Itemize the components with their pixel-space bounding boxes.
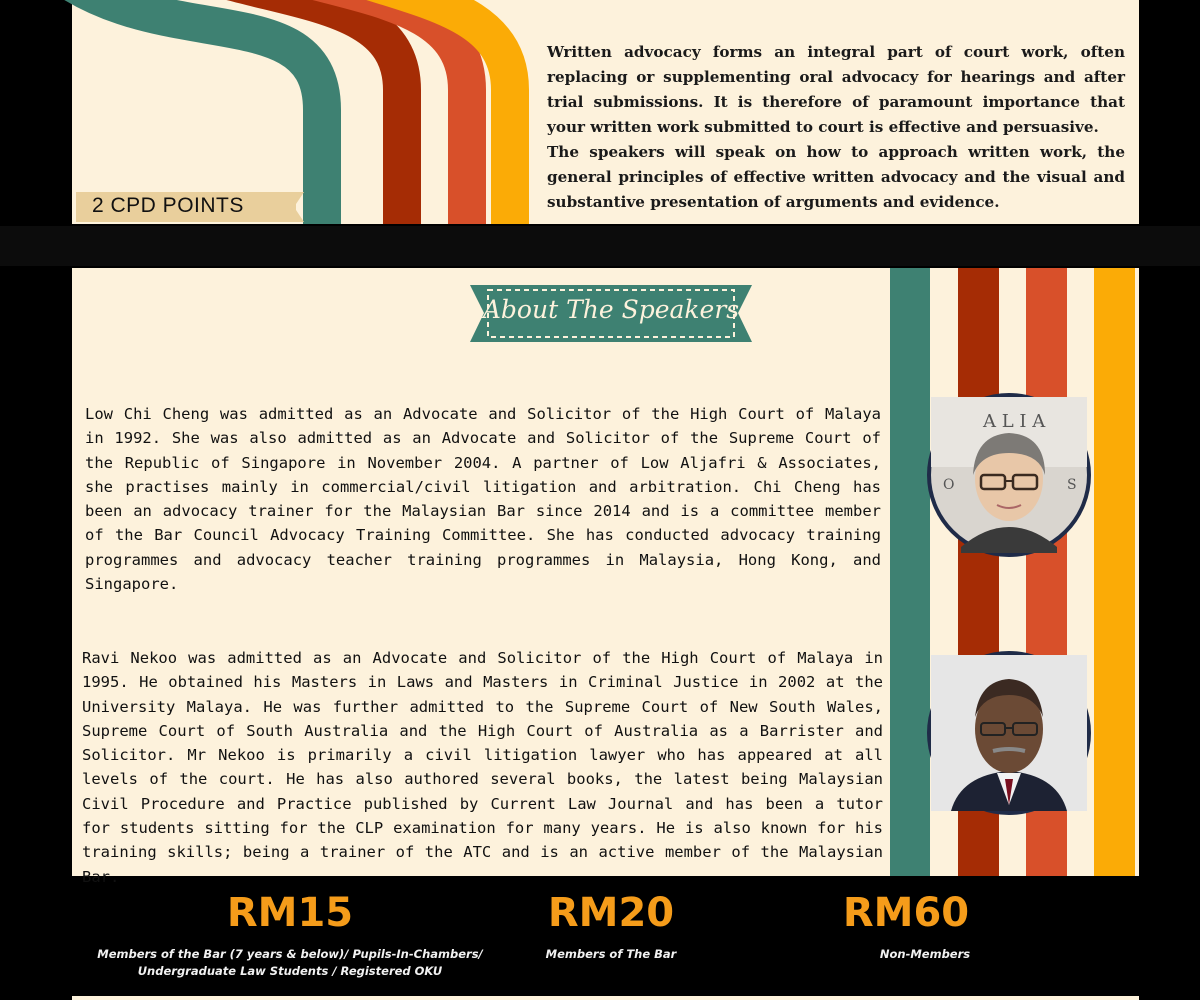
price-tier-3: RM60: [842, 890, 970, 936]
intro-text: [547, 40, 1125, 215]
badge-arrow-tail: [286, 192, 316, 222]
price-tier-1: RM15: [226, 890, 354, 936]
price-tier-2: RM20: [547, 890, 675, 936]
cpd-points-label: 2 CPD POINTS: [92, 194, 244, 217]
price-tier-1-label-line-1: Members of the Bar (7 years & below)/ Pupils-In-Chambers/: [97, 947, 483, 961]
price-tier-3-label: Non-Members: [879, 947, 971, 961]
speakers-heading-banner: [470, 285, 752, 342]
bottom-border: [72, 996, 1139, 1000]
intro-paragraph-1: Written advocacy forms an integral part of court work, often replacing or supplementing oral advocacy for hearings and after trial submissions. It is therefore of paramount importance that your written work submitted to court is effective and persuasive.: [547, 43, 1125, 136]
svg-text:O: O: [943, 477, 955, 493]
price-tier-1-label-line-2: Undergraduate Law Students / Registered OKU: [137, 964, 443, 978]
divider-band: [0, 226, 1200, 266]
cpd-points-badge: [76, 192, 296, 222]
speaker-2-bio: Ravi Nekoo was admitted as an Advocate and Solicitor of the High Court of Malaya in 1995. He obtained his Masters in Laws and Masters in Criminal Justice in 2002 at the University Malaya. He was further admitted to the Supreme Court of New South Wales, Supreme Court of South Australia and the High Court of Australia as a Barrister and Solicitor. Mr Nekoo is primarily a civil litigation lawyer who has appeared at all levels of the court. He has also authored several books, the latest being Malaysian Civil Procedure and Practice published by Current Law Journal and has been a tutor for students sitting for the CLP examination for many years. He is also known for his training skills; being a trainer of the ATC and is an active member of the Malaysian Bar.: [82, 649, 883, 886]
stripe-amber: [1094, 268, 1135, 876]
price-tier-1-label: [80, 946, 500, 980]
intro-panel: [72, 0, 1139, 224]
speakers-panel: [72, 268, 1139, 886]
svg-text:A L I A: A L I A: [983, 411, 1046, 432]
svg-text:S: S: [1067, 477, 1077, 493]
price-tier-2-label: Members of The Bar: [545, 947, 677, 961]
intro-paragraph-2: The speakers will speak on how to approach written work, the general principles of effective written advocacy and the visual and substantive presentation of arguments and evidence.: [547, 143, 1125, 211]
retro-arcs-decoration: [72, 0, 542, 224]
speaker-1-photo: [927, 393, 1091, 557]
stripe-teal: [890, 268, 930, 876]
speaker-2-photo: [927, 651, 1091, 815]
speaker-1-bio: Low Chi Cheng was admitted as an Advocate and Solicitor of the High Court of Malaya in 1992. She was also admitted as an Advocate and Solicitor of the Supreme Court of the Republic of Singapore in November 2004. A partner of Low Aljafri & Associates, she practises mainly in commercial/civil litigation and arbitration. Chi Cheng has been an advocacy trainer for the Malaysian Bar since 2014 and is a committee member of the Bar Council Advocacy Training Committee. She has conducted advocacy training programmes and advocacy teacher training programmes in Malaysia, Hong Kong, and Singapore.: [85, 405, 881, 594]
speakers-heading: About The Speakers: [482, 295, 740, 324]
